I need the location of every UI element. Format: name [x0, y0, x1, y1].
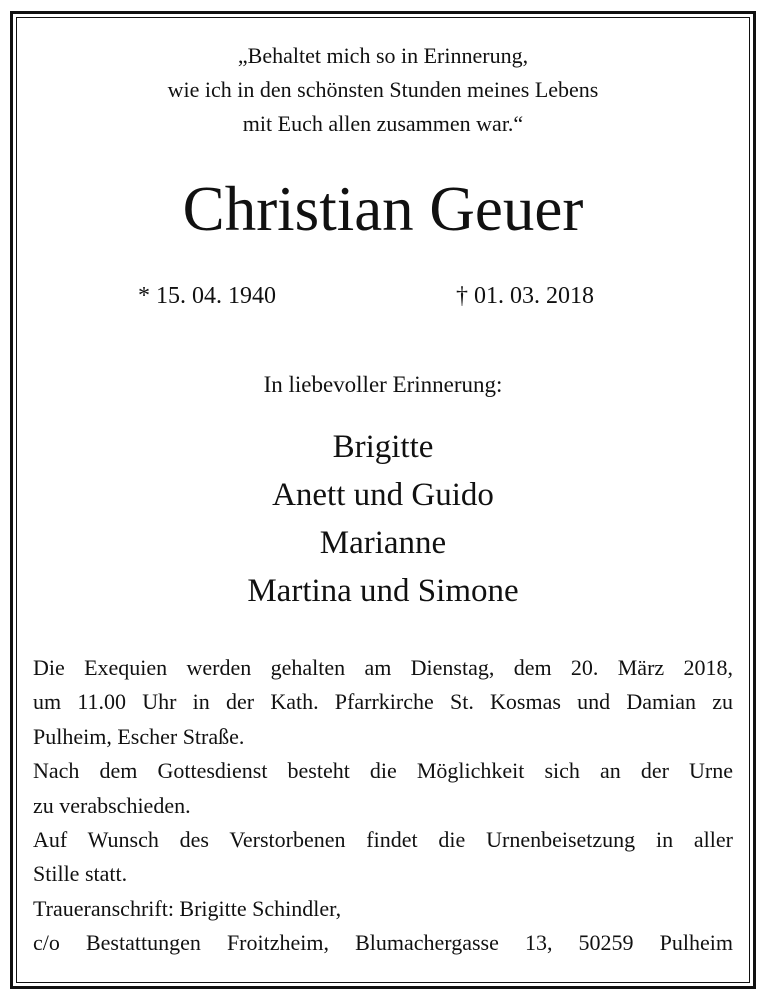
notice-line: Die Exequien werden gehalten am Dienstag, dem 20. März 2018, [33, 655, 733, 680]
death-date: † 01. 03. 2018 [456, 283, 594, 309]
mourner-name: Brigitte [332, 429, 434, 465]
quote-line: „Behaltet mich so in Erinnerung, [237, 43, 529, 68]
memory-heading: In liebevoller Erinnerung: [263, 372, 503, 397]
obituary-notice [16, 17, 750, 983]
mourner-name: Martina und Simone [247, 573, 519, 609]
mourner-name: Marianne [319, 525, 447, 561]
mourners-list [16, 423, 750, 615]
notice-line: Stille statt. [33, 861, 128, 887]
notice-line: um 11.00 Uhr in der Kath. Pfarrkirche St. Kosmas und Damian zu [33, 689, 733, 715]
birth-date: * 15. 04. 1940 [138, 283, 276, 309]
notice-line: zu verabschieden. [33, 792, 191, 818]
mourner-name: Anett und Guido [272, 477, 494, 513]
memorial-quote [16, 39, 750, 141]
quote-line: mit Euch allen zusammen war.“ [242, 111, 524, 136]
notice-line: Pulheim, Escher Straße. [33, 723, 245, 749]
notice-line: Nach dem Gottesdienst besteht die Möglichkeit sich an der Urne [33, 758, 733, 784]
notice-line: c/o Bestattungen Froitzheim, Blumachergasse 13, 50259 Pulheim [33, 930, 733, 956]
service-notice [33, 651, 733, 961]
notice-line: Traueranschrift: Brigitte Schindler, [33, 895, 342, 921]
quote-line: wie ich in den schönsten Stunden meines Lebens [167, 77, 599, 102]
deceased-name: Christian Geuer [182, 174, 584, 244]
notice-line: Auf Wunsch des Verstorbenen findet die Urnenbeisetzung in aller [33, 826, 733, 852]
